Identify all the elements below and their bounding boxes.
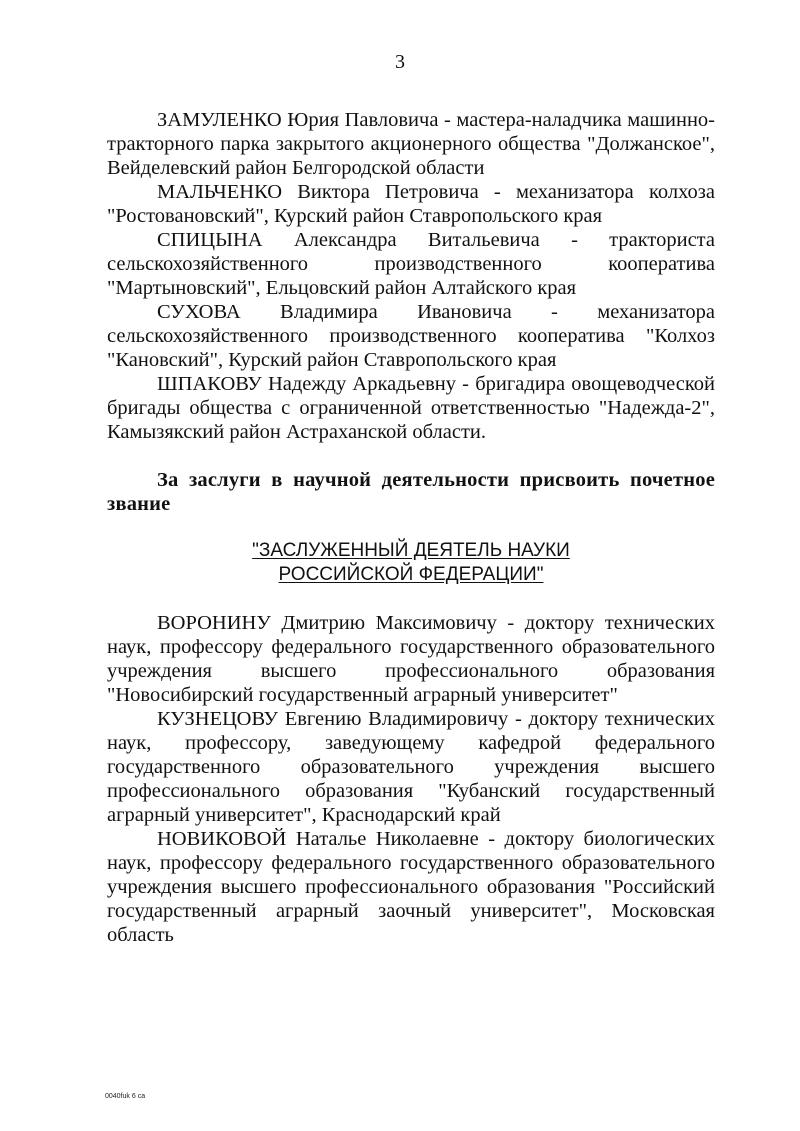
award-entry-kuznetsov: КУЗНЕЦОВУ Евгению Владимировичу - доктору технических наук, профессору, заведующему кафедрой федерального государственного образовательного учреждения высшего профессионального образования "Кубанский государственный аграрный университет", Краснодарский край (107, 708, 715, 826)
award-entry-sukhov: СУХОВА Владимира Ивановича - механизатора сельскохозяйственного производственного кооператива "Колхоз "Кановский", Курский район Ставропольского края (107, 301, 715, 371)
award-entry-novikova: НОВИКОВОЙ Наталье Николаевне - доктору биологических наук, профессору федерального государственного образовательного учреждения высшего профессионального образования "Российский государственный аграрный заочный университет", Московская область (107, 828, 715, 946)
honorary-title-line-2: РОССИЙСКОЙ ФЕДЕРАЦИИ" (278, 564, 544, 585)
page-number: 3 (395, 51, 405, 73)
award-entry-shpakova: ШПАКОВУ Надежду Аркадьевну - бригадира овощеводческой бригады общества с ограниченной ответственностью "Надежда-2", Камызякский район Астраханской области. (107, 373, 715, 443)
footer-document-code: 0040fuk 6 ca (105, 1093, 146, 1100)
award-entry-voronin: ВОРОНИНУ Дмитрию Максимовичу - доктору технических наук, профессору федерального государственного образовательного учреждения высшего профессионального образования "Новосибирский государственный аграрный университет" (107, 612, 715, 706)
section-heading: За заслуги в научной деятельности присвоить почетное звание (107, 469, 715, 515)
honorary-title-line-1: "ЗАСЛУЖЕННЫЙ ДЕЯТЕЛЬ НАУКИ (252, 540, 570, 561)
award-entry-spitsyn: СПИЦЫНА Александра Витальевича - тракториста сельскохозяйственного производственного кооператива "Мартыновский", Ельцовский район Алтайского края (107, 229, 715, 299)
award-entry-malchenko: МАЛЬЧЕНКО Виктора Петровича - механизатора колхоза "Ростовановский", Курский район Ставропольского края (107, 181, 715, 227)
award-entry-zamulenko: ЗАМУЛЕНКО Юрия Павловича - мастера-наладчика машинно-тракторного парка закрытого акционерного общества "Должанское", Вейделевский район Белгородской области (107, 109, 715, 179)
honorary-title (107, 539, 715, 587)
document-body (107, 108, 715, 947)
